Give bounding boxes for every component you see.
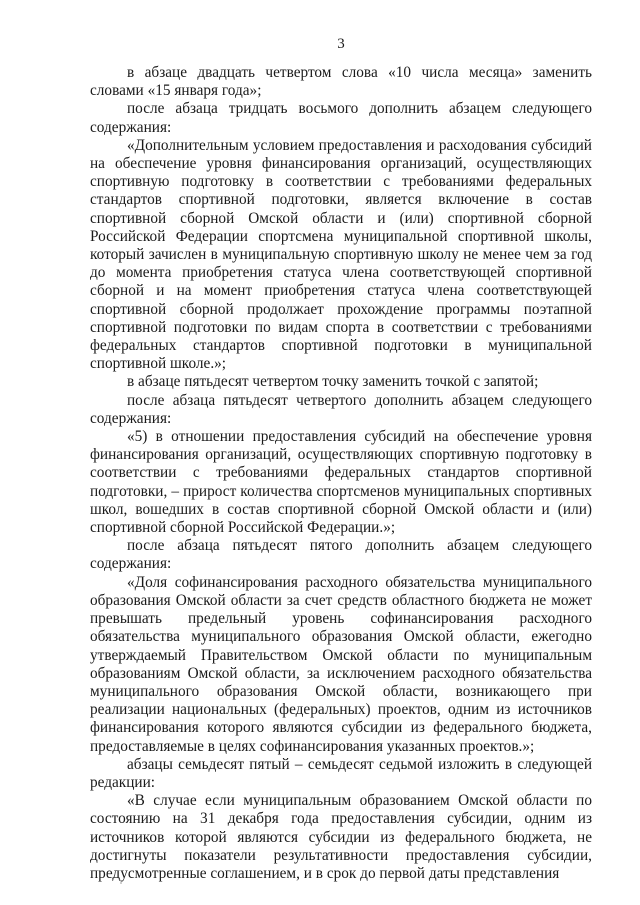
page-number: 3 [337, 36, 345, 52]
quoted-paragraph: «В случае если муниципальным образованием Омской области по состоянию на 31 декабря года предоставления субсидии, одним из источников которой являются субсидии из федерального бюджета, не достигнуты показатели результативности предоставления субсидии, предусмотренные соглашением, и в срок до первой даты представления [90, 792, 592, 882]
quoted-paragraph: «Дополнительным условием предоставления и расходования субсидий на обеспечение уровня финансирования организаций, осуществляющих спортивную подготовку в соответствии с требованиями федеральных стандартов спортивной подготовки, является включение в состав спортивной сборной Омской области и (или) спортивной сборной Российской Федерации спортсмена муниципальной спортивной школы, который зачислен в муниципальную спортивную школу не менее чем за год до момента приобретения статуса члена соответствующей спортивной сборной и на момент приобретения статуса члена соответствующей спортивной сборной продолжает прохождение программы поэтапной спортивной подготовки по видам спорта в соответствии с требованиями федеральных стандартов спортивной подготовки в муниципальной спортивной школе.»; [90, 136, 592, 373]
paragraph: после абзаца пятьдесят четвертого дополнить абзацем следующего содержания: [90, 391, 592, 427]
quoted-paragraph: «5) в отношении предоставления субсидий на обеспечение уровня финансирования организаций, осуществляющих спортивную подготовку в соответствии с требованиями федеральных стандартов спортивной подготовки, – прирост количества спортсменов муниципальных спортивных школ, вошедших в состав спортивной сборной Омской области и (или) спортивной сборной Российской Федерации.»; [90, 428, 592, 537]
scan-artifact [120, 882, 122, 884]
quoted-paragraph: «Доля софинансирования расходного обязательства муниципального образования Омской области за счет средств областного бюджета не может превышать предельный уровень софинансирования расходного обязательства муниципального образования Омской области, ежегодно утверждаемый Правительством Омской области по муниципальным образованиям Омской области, за исключением расходного обязательства муниципального образования Омской области, возникающего при реализации национальных (федеральных) проектов, одним из источников финансирования которого являются субсидии из федерального бюджета, предоставляемые в целях софинансирования указанных проектов.»; [90, 573, 592, 755]
document-body [90, 64, 592, 883]
paragraph: абзацы семьдесят пятый – семьдесят седьмой изложить в следующей редакции: [90, 755, 592, 791]
paragraph: после абзаца тридцать восьмого дополнить абзацем следующего содержания: [90, 100, 592, 136]
paragraph: в абзаце пятьдесят четвертом точку заменить точкой с запятой; [127, 373, 539, 391]
paragraph: после абзаца пятьдесят пятого дополнить абзацем следующего содержания: [90, 537, 592, 573]
paragraph: в абзаце двадцать четвертом слова «10 числа месяца» заменить словами «15 января года»; [90, 64, 592, 100]
